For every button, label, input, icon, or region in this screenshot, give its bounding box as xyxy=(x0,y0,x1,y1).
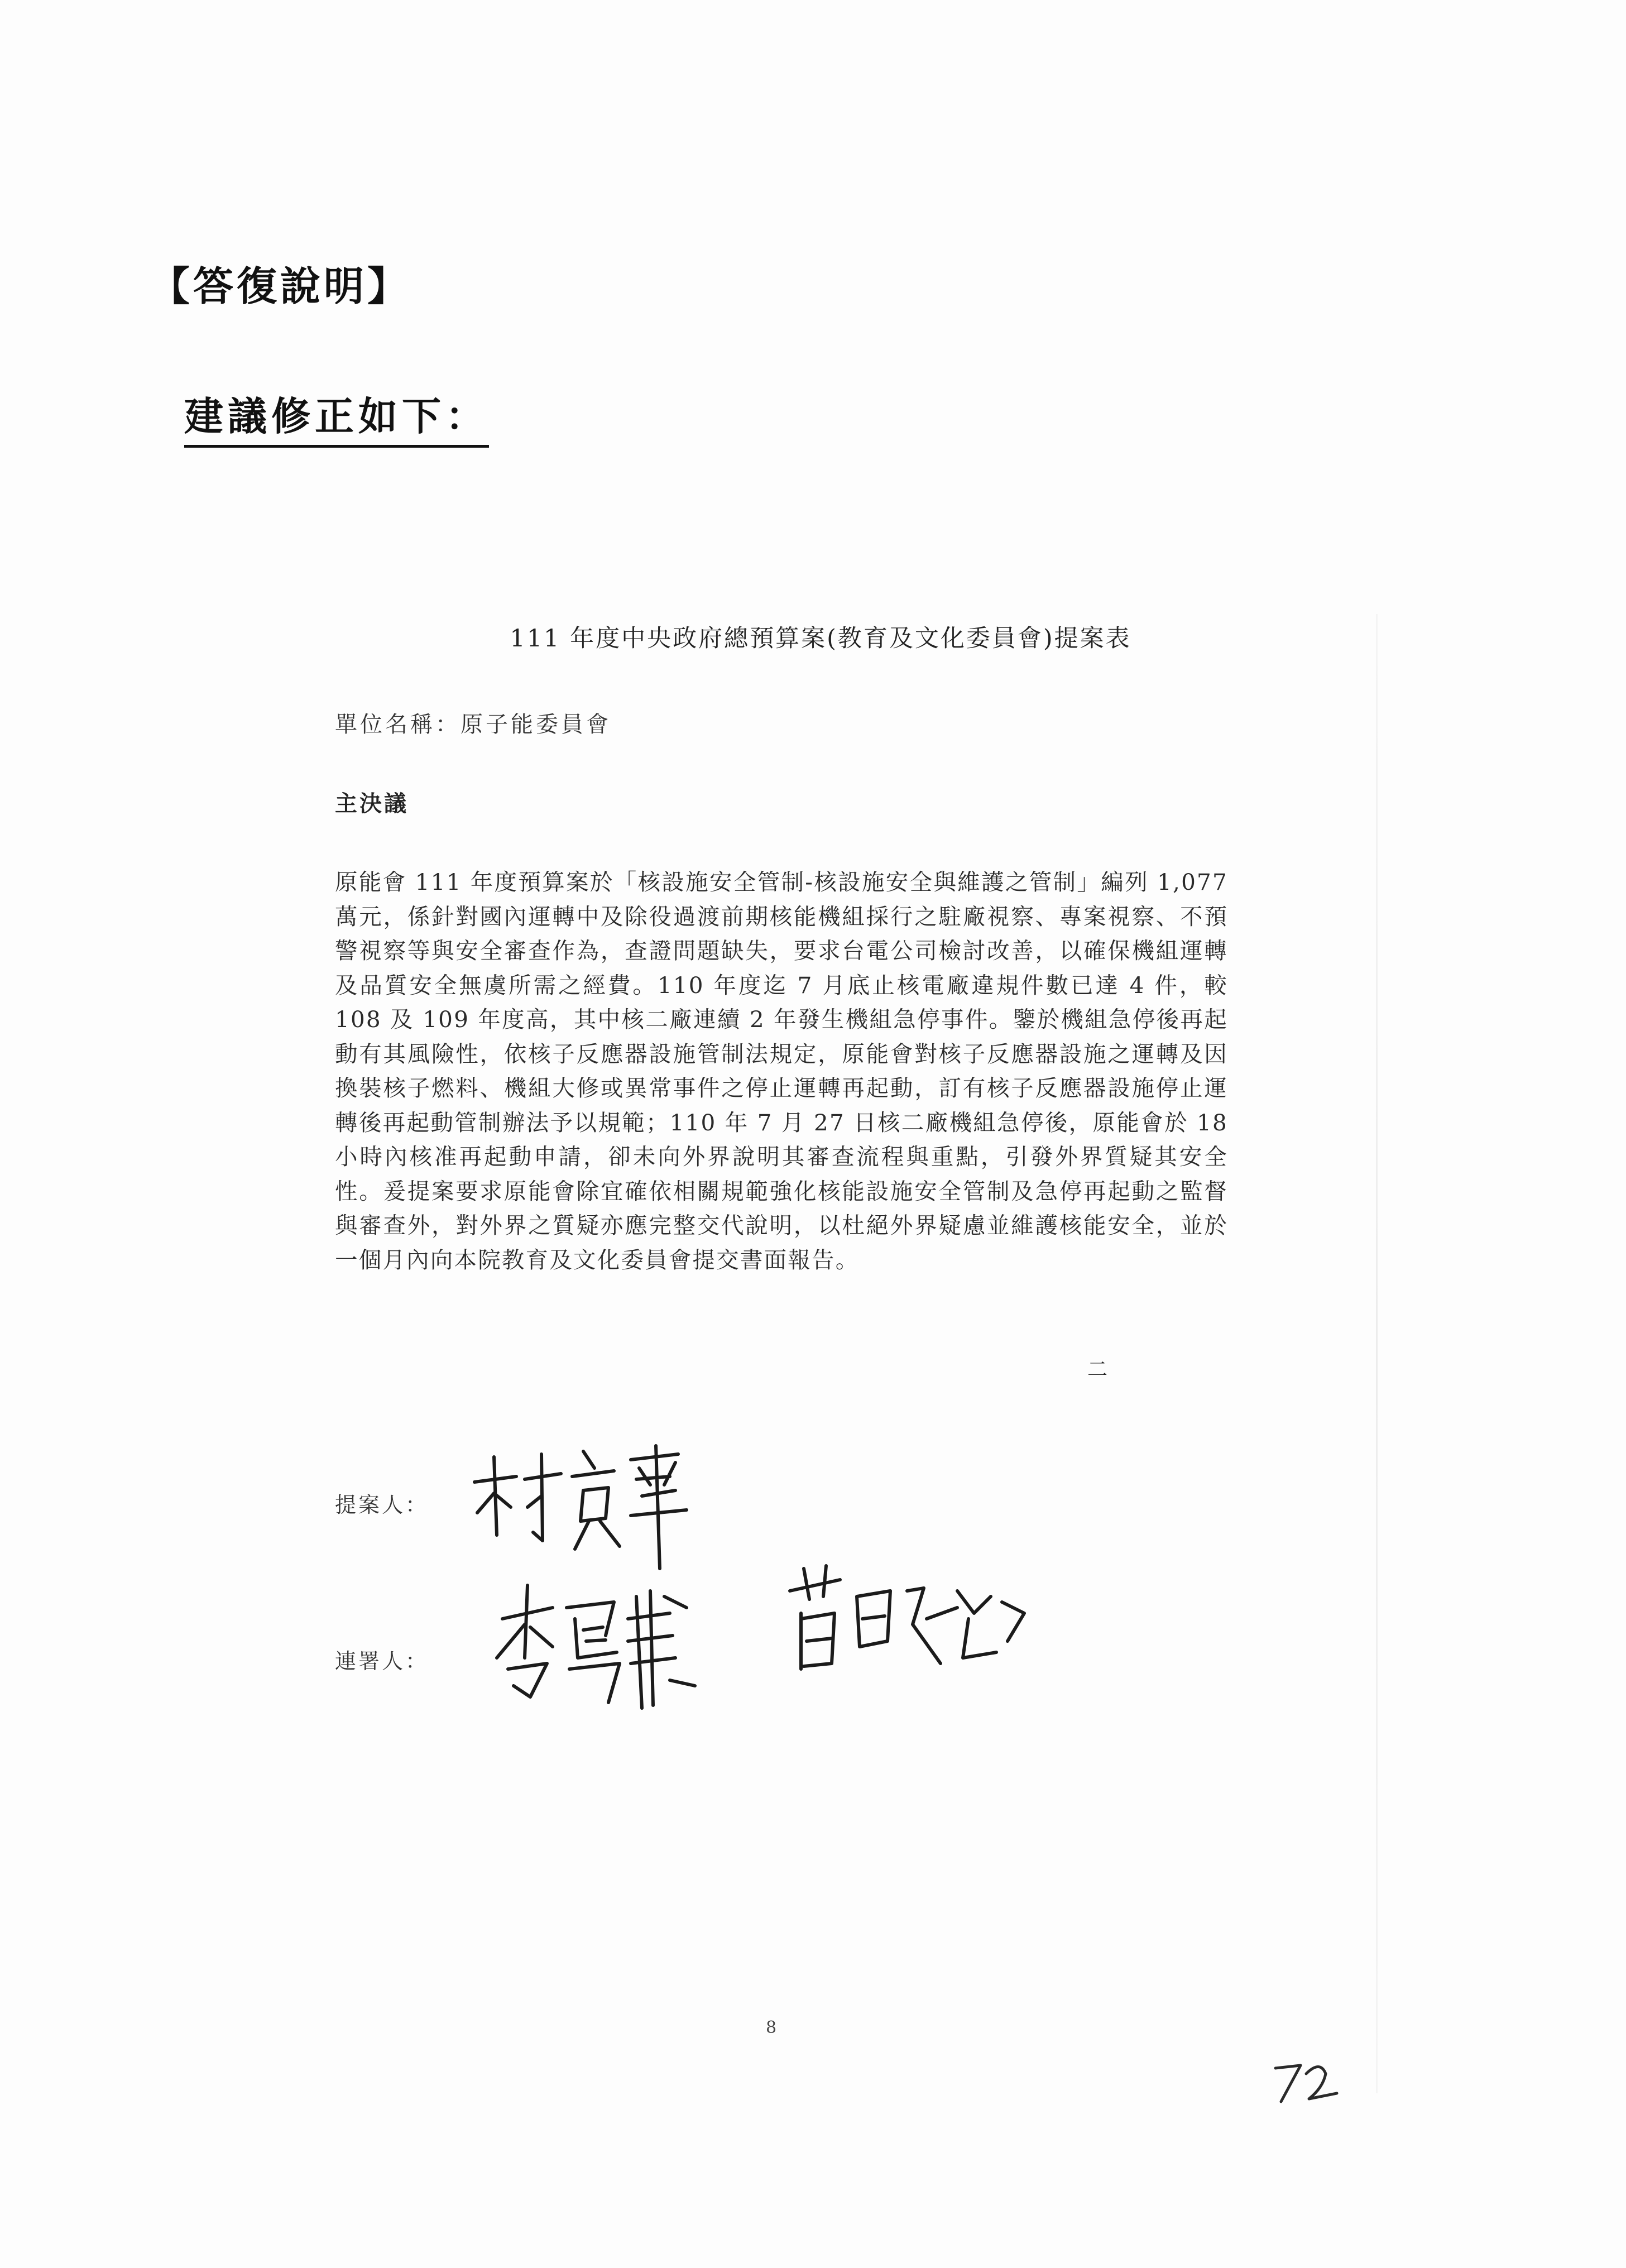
section-heading: 【答復說明】 xyxy=(150,263,411,310)
cosigner-label: 連署人： xyxy=(335,1649,429,1674)
handwritten-page-annotation xyxy=(1270,2057,1342,2107)
handwritten-correction-mark: 二 xyxy=(1087,1358,1108,1381)
scan-edge-shadow xyxy=(1376,614,1378,2093)
form-title: 111 年度中央政府總預算案(教育及文化委員會)提案表 xyxy=(510,625,1131,653)
proposer-label: 提案人： xyxy=(335,1493,429,1517)
page-number: 8 xyxy=(766,2018,777,2037)
resolution-label: 主決議 xyxy=(335,790,409,817)
cosigner-signature-2 xyxy=(779,1557,1035,1686)
resolution-body-text: 原能會 111 年度預算案於「核設施安全管制-核設施安全與維護之管制」編列 1,077 萬元，係針對國內運轉中及除役過渡前期核能機組採行之駐廠視察、專案視察、不預警視察等與安全審查作為，查證問題缺失，要求台電公司檢討改善，以確保機組運轉及品質安全無虞所需之經費。110 年度迄 7 月底止核電廠違規件數已達 4 件，較 108 及 109 年度高，其中核二廠連續 2 年發生機組急停事件。鑒於機組急停後再起動有其風險性，依核子反應器設施管制法規定，原能會對核子反應器設施之運轉及因換裝核子燃料、機組大修或異常事件之停止運轉再起動，訂有核子反應器設施停止運轉後再起動管制辦法予以規範；110 年 7 月 27 日核二廠機組急停後，原能會於 18 小時內核准再起動申請，卻未向外界說明其審查流程與重點，引發外界質疑其安全性。爰提案要求原能會除宜確依相關規範強化核能設施安全管制及急停再起動之監督與審查外，對外界之質疑亦應完整交代說明，以杜絕外界疑慮並維護核能安全，並於一個月內向本院教育及文化委員會提交書面報告。 xyxy=(335,869,1228,1273)
cosigner-row xyxy=(335,1644,429,1675)
proposer-row xyxy=(335,1488,429,1518)
unit-name-line: 單位名稱：原子能委員會 xyxy=(335,712,611,737)
proposer-signature xyxy=(463,1429,698,1574)
subheading: 建議修正如下： xyxy=(184,385,489,448)
embedded-proposal-form xyxy=(335,620,1284,1277)
cosigner-signature-1 xyxy=(486,1574,709,1719)
